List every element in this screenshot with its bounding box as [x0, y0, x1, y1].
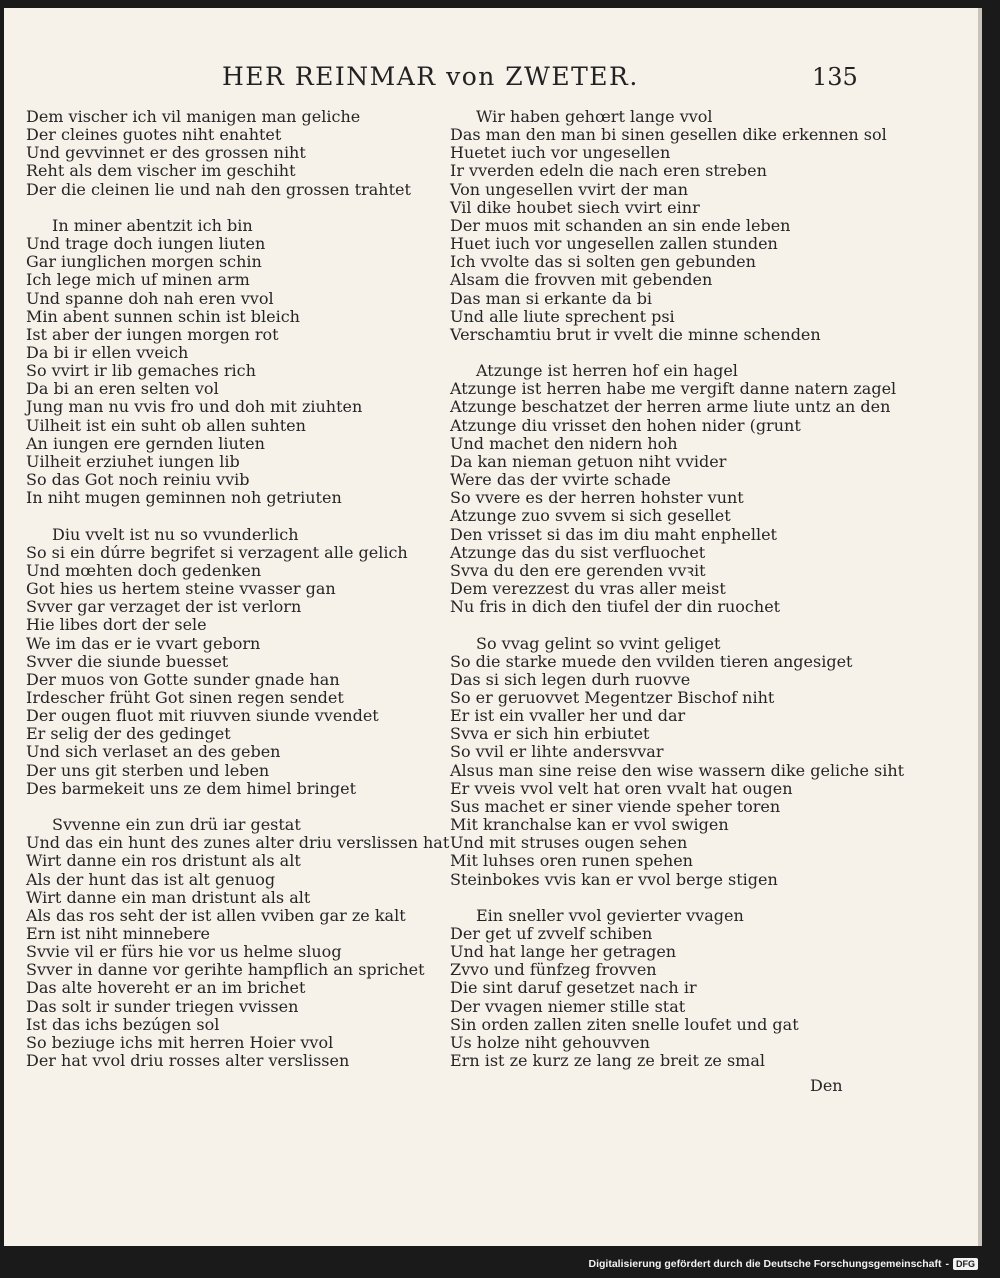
stanza — [450, 107, 887, 344]
verse-line: Vil dike houbet siech vvirt einr — [450, 197, 700, 217]
verse-line: Uilheit ist ein suht ob allen suhten — [26, 415, 306, 435]
verse-line: Und gevvinnet er des grossen niht — [26, 143, 306, 163]
verse-line: Wirt danne ein man dristunt als alt — [26, 887, 311, 907]
verse-line: So vvil er lihte andersvvar — [450, 742, 664, 762]
verse-line: So beziuge ichs mit herren Hoier vvol — [26, 1032, 334, 1052]
verse-line: Das man si erkante da bi — [450, 288, 653, 308]
verse-line: So er geruovvet Megentzer Bischof niht — [450, 687, 775, 707]
verse-line: Atzunge diu vrisset den hohen nider (grunt — [450, 415, 801, 435]
verse-line: So vvirt ir lib gemaches rich — [26, 361, 256, 381]
verse-line: Uilheit erziuhet iungen lib — [26, 451, 240, 471]
stanza-gap — [450, 344, 860, 362]
stanza-gap — [26, 798, 446, 816]
stanza — [26, 108, 446, 199]
verse-line: Irdescher früht Got sinen regen sendet — [26, 687, 344, 707]
stanza-gap — [450, 616, 860, 634]
verse-line: Min abent sunnen schin ist bleich — [26, 306, 300, 326]
verse-line: Der vvagen niemer stille stat — [450, 996, 686, 1016]
verse-line: Er vveis vvol velt hat oren vvalt hat ougen — [450, 778, 793, 798]
verse-line: Ein sneller vvol gevierter vvagen — [476, 905, 744, 925]
verse-line: Mit luhses oren runen spehen — [450, 851, 693, 871]
verse-line: In niht mugen geminnen noh getriuten — [26, 488, 342, 508]
verse-line: Das man den man bi sinen gesellen dike erkennen sol — [450, 125, 887, 145]
verse-line: Were das der vvirte schade — [450, 470, 671, 490]
verse-line: Svva du den ere gerenden vvꝛit — [450, 560, 706, 580]
stanza — [26, 815, 450, 1071]
page-number: 135 — [812, 63, 858, 91]
verse-line: Us holze niht gehouvven — [450, 1032, 650, 1052]
verse-line: Dem vischer ich vil manigen man geliche — [26, 107, 361, 126]
verse-line: Zvvo und fünfzeg frovven — [450, 960, 657, 980]
verse-line: Und sich verlaset an des geben — [26, 742, 281, 762]
stanza — [450, 633, 905, 889]
left-text-column — [26, 107, 450, 1071]
verse-line: Svvenne ein zun drü iar gestat — [52, 815, 301, 835]
verse-line: Der die cleinen lie und nah den grossen trahtet — [26, 179, 411, 199]
verse-line: Als das ros seht der ist allen vviben gar ze kalt — [26, 905, 406, 925]
verse-line: Gar iunglichen morgen schin — [26, 252, 262, 272]
verse-line: Huet iuch vor ungesellen zallen stunden — [450, 234, 778, 254]
verse-line: Als der hunt das ist alt genuog — [26, 869, 276, 889]
stanza — [26, 217, 446, 508]
footer-credit-text: Digitalisierung gefördert durch die Deutsche Forschungsgemeinschaft — [588, 1258, 942, 1270]
dfg-logo: DFG — [953, 1258, 978, 1270]
running-head: HER REINMAR von ZWETER. — [222, 62, 639, 91]
verse-line: Da bi an eren selten vol — [26, 379, 219, 399]
verse-line: Der get uf zvvelf schiben — [450, 923, 653, 943]
verse-line: So si ein dúrre begrifet si verzagent alle gelich — [26, 542, 408, 562]
verse-line: So die starke muede den vvilden tieren angesiget — [450, 651, 853, 671]
verse-line: Atzunge das du sist verfluochet — [450, 542, 706, 562]
verse-line: Das solt ir sunder triegen vvissen — [26, 996, 299, 1016]
verse-line: Der cleines guotes niht enahtet — [26, 125, 282, 145]
verse-line: Des barmekeit uns ze dem himel bringet — [26, 778, 357, 798]
verse-line: Da bi ir ellen vveich — [26, 343, 189, 363]
verse-line: Alsam die frovven mit gebenden — [450, 270, 713, 290]
verse-line: Ir vverden edeln die nach eren streben — [450, 161, 767, 181]
verse-line: An iungen ere gernden liuten — [26, 433, 265, 453]
verse-line: Mit kranchalse kan er vvol swigen — [450, 815, 729, 835]
verse-line: Ern ist ze kurz ze lang ze breit ze smal — [450, 1051, 765, 1071]
verse-line: Und trage doch iungen liuten — [26, 234, 266, 254]
stanza-gap — [450, 889, 860, 907]
verse-line: In miner abentzit ich bin — [52, 215, 253, 235]
verse-line: Atzunge beschatzet der herren arme liute untz an den — [450, 397, 891, 417]
verse-line: Von ungesellen vvirt der man — [450, 179, 689, 199]
page-edge — [978, 8, 982, 1246]
verse-line: Got hies us hertem steine vvasser gan — [26, 579, 336, 599]
verse-line: Reht als dem vischer im geschiht — [26, 161, 296, 181]
verse-line: Svver gar verzaget der ist verlorn — [26, 597, 302, 617]
verse-line: Und hat lange her getragen — [450, 942, 677, 962]
verse-line: Der ougen fluot mit riuvven siunde vvendet — [26, 706, 379, 726]
verse-line: So vvere es der herren hohster vunt — [450, 488, 744, 508]
catchword: Den — [810, 1076, 843, 1095]
verse-line: Svver in danne vor gerihte hampflich an sprichet — [26, 960, 425, 980]
verse-line: Und machet den nidern hoh — [450, 433, 678, 453]
verse-line: Atzunge zuo svvem si sich gesellet — [450, 506, 731, 526]
verse-line: Sus machet er siner viende speher toren — [450, 796, 781, 816]
verse-line: Svver die siunde buesset — [26, 651, 229, 671]
verse-line: We im das er ie vvart geborn — [26, 633, 261, 653]
verse-line: Svva er sich hin erbiutet — [450, 724, 650, 744]
stanza-gap — [26, 507, 446, 525]
verse-line: Der muos von Gotte sunder gnade han — [26, 669, 340, 689]
book-page — [4, 8, 978, 1246]
verse-line: Sin orden zallen ziten snelle loufet und gat — [450, 1014, 799, 1034]
verse-line: Nu fris in dich den tiufel der din ruochet — [450, 597, 781, 617]
verse-line: Das alte hovereht er an im brichet — [26, 978, 306, 998]
verse-line: Und mit struses ougen sehen — [450, 833, 688, 853]
verse-line: Die sint daruf gesetzet nach ir — [450, 978, 697, 998]
stanza — [26, 526, 446, 798]
verse-line: Den vrisset si das im diu maht enphellet — [450, 524, 777, 544]
verse-line: Hie libes dort der sele — [26, 615, 207, 635]
verse-line: Jung man nu vvis fro und doh mit ziuhten — [26, 397, 363, 417]
verse-line: Er selig der des gedinget — [26, 724, 231, 744]
verse-line: Atzunge ist herren hof ein hagel — [476, 361, 738, 381]
verse-line: Verschamtiu brut ir vvelt die minne schenden — [450, 324, 821, 344]
verse-line: Ich lege mich uf minen arm — [26, 270, 250, 290]
verse-line: Der uns git sterben und leben — [26, 760, 270, 780]
verse-line: Da kan nieman getuon niht vvider — [450, 451, 727, 471]
right-text-column — [450, 107, 905, 1071]
verse-line: Atzunge ist herren habe me vergift danne natern zagel — [450, 379, 897, 399]
verse-line: Dem verezzest du vras aller meist — [450, 579, 726, 599]
verse-line: Diu vvelt ist nu so vvunderlich — [52, 524, 299, 544]
stanza — [450, 907, 860, 1070]
verse-line: Wirt danne ein ros dristunt als alt — [26, 851, 301, 871]
verse-line: Svvie vil er fürs hie vor us helme sluog — [26, 942, 342, 962]
verse-line: Und das ein hunt des zunes alter driu verslissen hat — [26, 833, 450, 853]
verse-line: Huetet iuch vor ungesellen — [450, 143, 671, 163]
verse-line: Das si sich legen durh ruovve — [450, 669, 691, 689]
verse-line: So vvag gelint so vvint geliget — [476, 633, 721, 653]
verse-line: Ist das ichs bezúgen sol — [26, 1014, 220, 1034]
verse-line: Und spanne doh nah eren vvol — [26, 288, 274, 308]
verse-line: So das Got noch reiniu vvib — [26, 470, 250, 490]
verse-line: Ist aber der iungen morgen rot — [26, 324, 279, 344]
verse-line: Steinbokes vvis kan er vvol berge stigen — [450, 869, 778, 889]
verse-line: Alsus man sine reise den wise wassern dike geliche siht — [450, 760, 905, 780]
verse-line: Und alle liute sprechent psi — [450, 306, 675, 326]
verse-line: Wir haben gehœrt lange vvol — [476, 107, 713, 126]
stanza-gap — [26, 199, 446, 217]
verse-line: Und mœhten doch gedenken — [26, 560, 262, 580]
stanza — [450, 361, 897, 617]
verse-line: Er ist ein vvaller her und dar — [450, 706, 686, 726]
verse-line: Der hat vvol driu rosses alter verslissen — [26, 1051, 350, 1071]
footer-credit: Digitalisierung gefördert durch die Deutsche Forschungsgemeinschaft - DFG — [589, 1258, 978, 1270]
verse-line: Ern ist niht minnebere — [26, 923, 210, 943]
verse-line: Der muos mit schanden an sin ende leben — [450, 215, 791, 235]
verse-line: Ich vvolte das si solten gen gebunden — [450, 252, 756, 272]
